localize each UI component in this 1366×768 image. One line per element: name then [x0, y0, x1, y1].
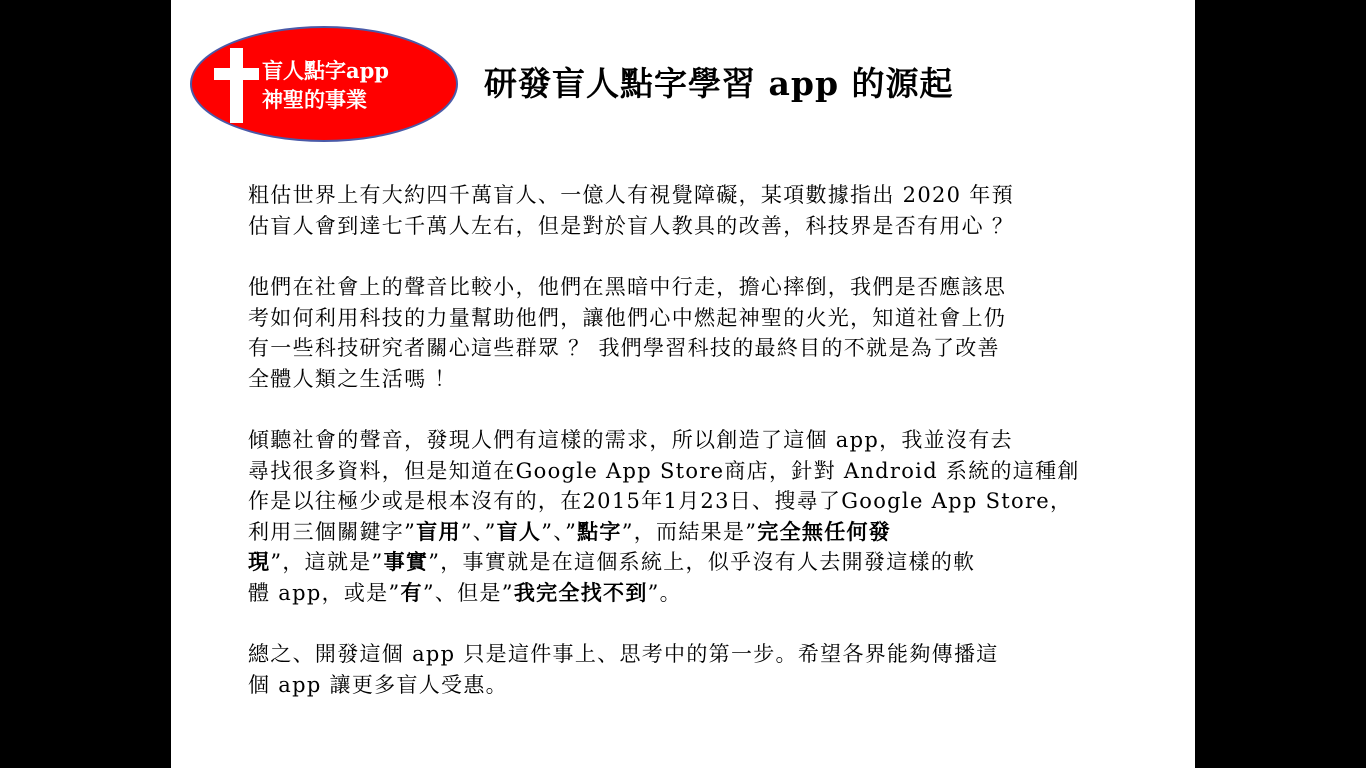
paragraph-line: 有一些科技研究者關心這些群眾 ？ 我們學習科技的最終目的不就是為了改善 — [248, 336, 1000, 360]
paragraph-line: 作是以往極少或是根本沒有的，在2015年1月23日、搜尋了Google App Store， — [248, 489, 1073, 513]
paragraph-line: 估盲人會到達七千萬人左右，但是對於盲人教具的改善，科技界是否有用心 ？ — [248, 213, 1015, 238]
text-run: ”，這就是” — [270, 550, 384, 574]
page-title: 研發盲人點字學習 app 的源起 — [484, 64, 954, 103]
paragraph-line: 粗估世界上有大約四千萬盲人、一億人有視覺障礙，某項數據指出 2020 年預 — [248, 183, 1014, 207]
paragraph-line: 尋找很多資料，但是知道在Google App Store商店，針對 Android 系統的這種創 — [248, 458, 1080, 483]
text-run: ”，事實就是在這個系統上，似乎沒有人去開發這樣的軟 — [428, 550, 976, 574]
text-run: ”。 — [647, 580, 682, 605]
body-text — [248, 180, 1118, 731]
text-run: ”、” — [541, 519, 578, 544]
bold-keyword: 點字 — [577, 518, 622, 544]
badge-ellipse — [190, 26, 458, 142]
bold-phrase: 我完全找不到 — [513, 579, 648, 605]
text-run: 利用三個關鍵字” — [248, 519, 417, 544]
paragraph-4 — [248, 639, 1118, 700]
paragraph-line: 總之、開發這個 app 只是這件事上、思考中的第一步。希望各界能夠傳播這 — [248, 642, 999, 666]
paragraph-line: 個 app 讓更多盲人受惠。 — [248, 672, 508, 697]
badge-line-2: 神聖的事業 — [262, 87, 367, 112]
text-run: ”、但是” — [422, 580, 514, 605]
badge-line-1: 盲人點字app — [262, 58, 389, 83]
paragraph-line — [248, 578, 1118, 609]
paragraph-line: 考如何利用科技的力量幫助他們，讓他們心中燃起神聖的火光，知道社會上仍 — [248, 305, 1007, 330]
paragraph-1 — [248, 180, 1118, 241]
paragraph-line — [248, 547, 1118, 578]
bold-keyword: 盲用 — [416, 518, 461, 544]
slide — [171, 0, 1195, 768]
text-run: 體 app，或是” — [248, 580, 401, 605]
text-run: ”，而結果是” — [621, 519, 758, 544]
paragraph-line: 傾聽社會的聲音，發現人們有這樣的需求，所以創造了這個 app，我並沒有去 — [248, 428, 1013, 452]
paragraph-line: 全體人類之生活嗎 ！ — [248, 366, 457, 391]
bold-keyword: 有 — [400, 579, 423, 605]
bold-phrase: 完全無任何發 — [757, 518, 892, 544]
paragraph-3 — [248, 425, 1118, 608]
bold-keyword: 盲人 — [496, 518, 542, 544]
text-run: ”、” — [460, 519, 497, 544]
bold-keyword: 事實 — [383, 549, 429, 574]
paragraph-line: 他們在社會上的聲音比較小，他們在黑暗中行走，擔心摔倒，我們是否應該思 — [248, 275, 1007, 299]
paragraph-line — [248, 517, 1118, 548]
badge-text — [262, 56, 389, 114]
bold-phrase: 現 — [248, 549, 271, 574]
paragraph-2 — [248, 272, 1118, 394]
